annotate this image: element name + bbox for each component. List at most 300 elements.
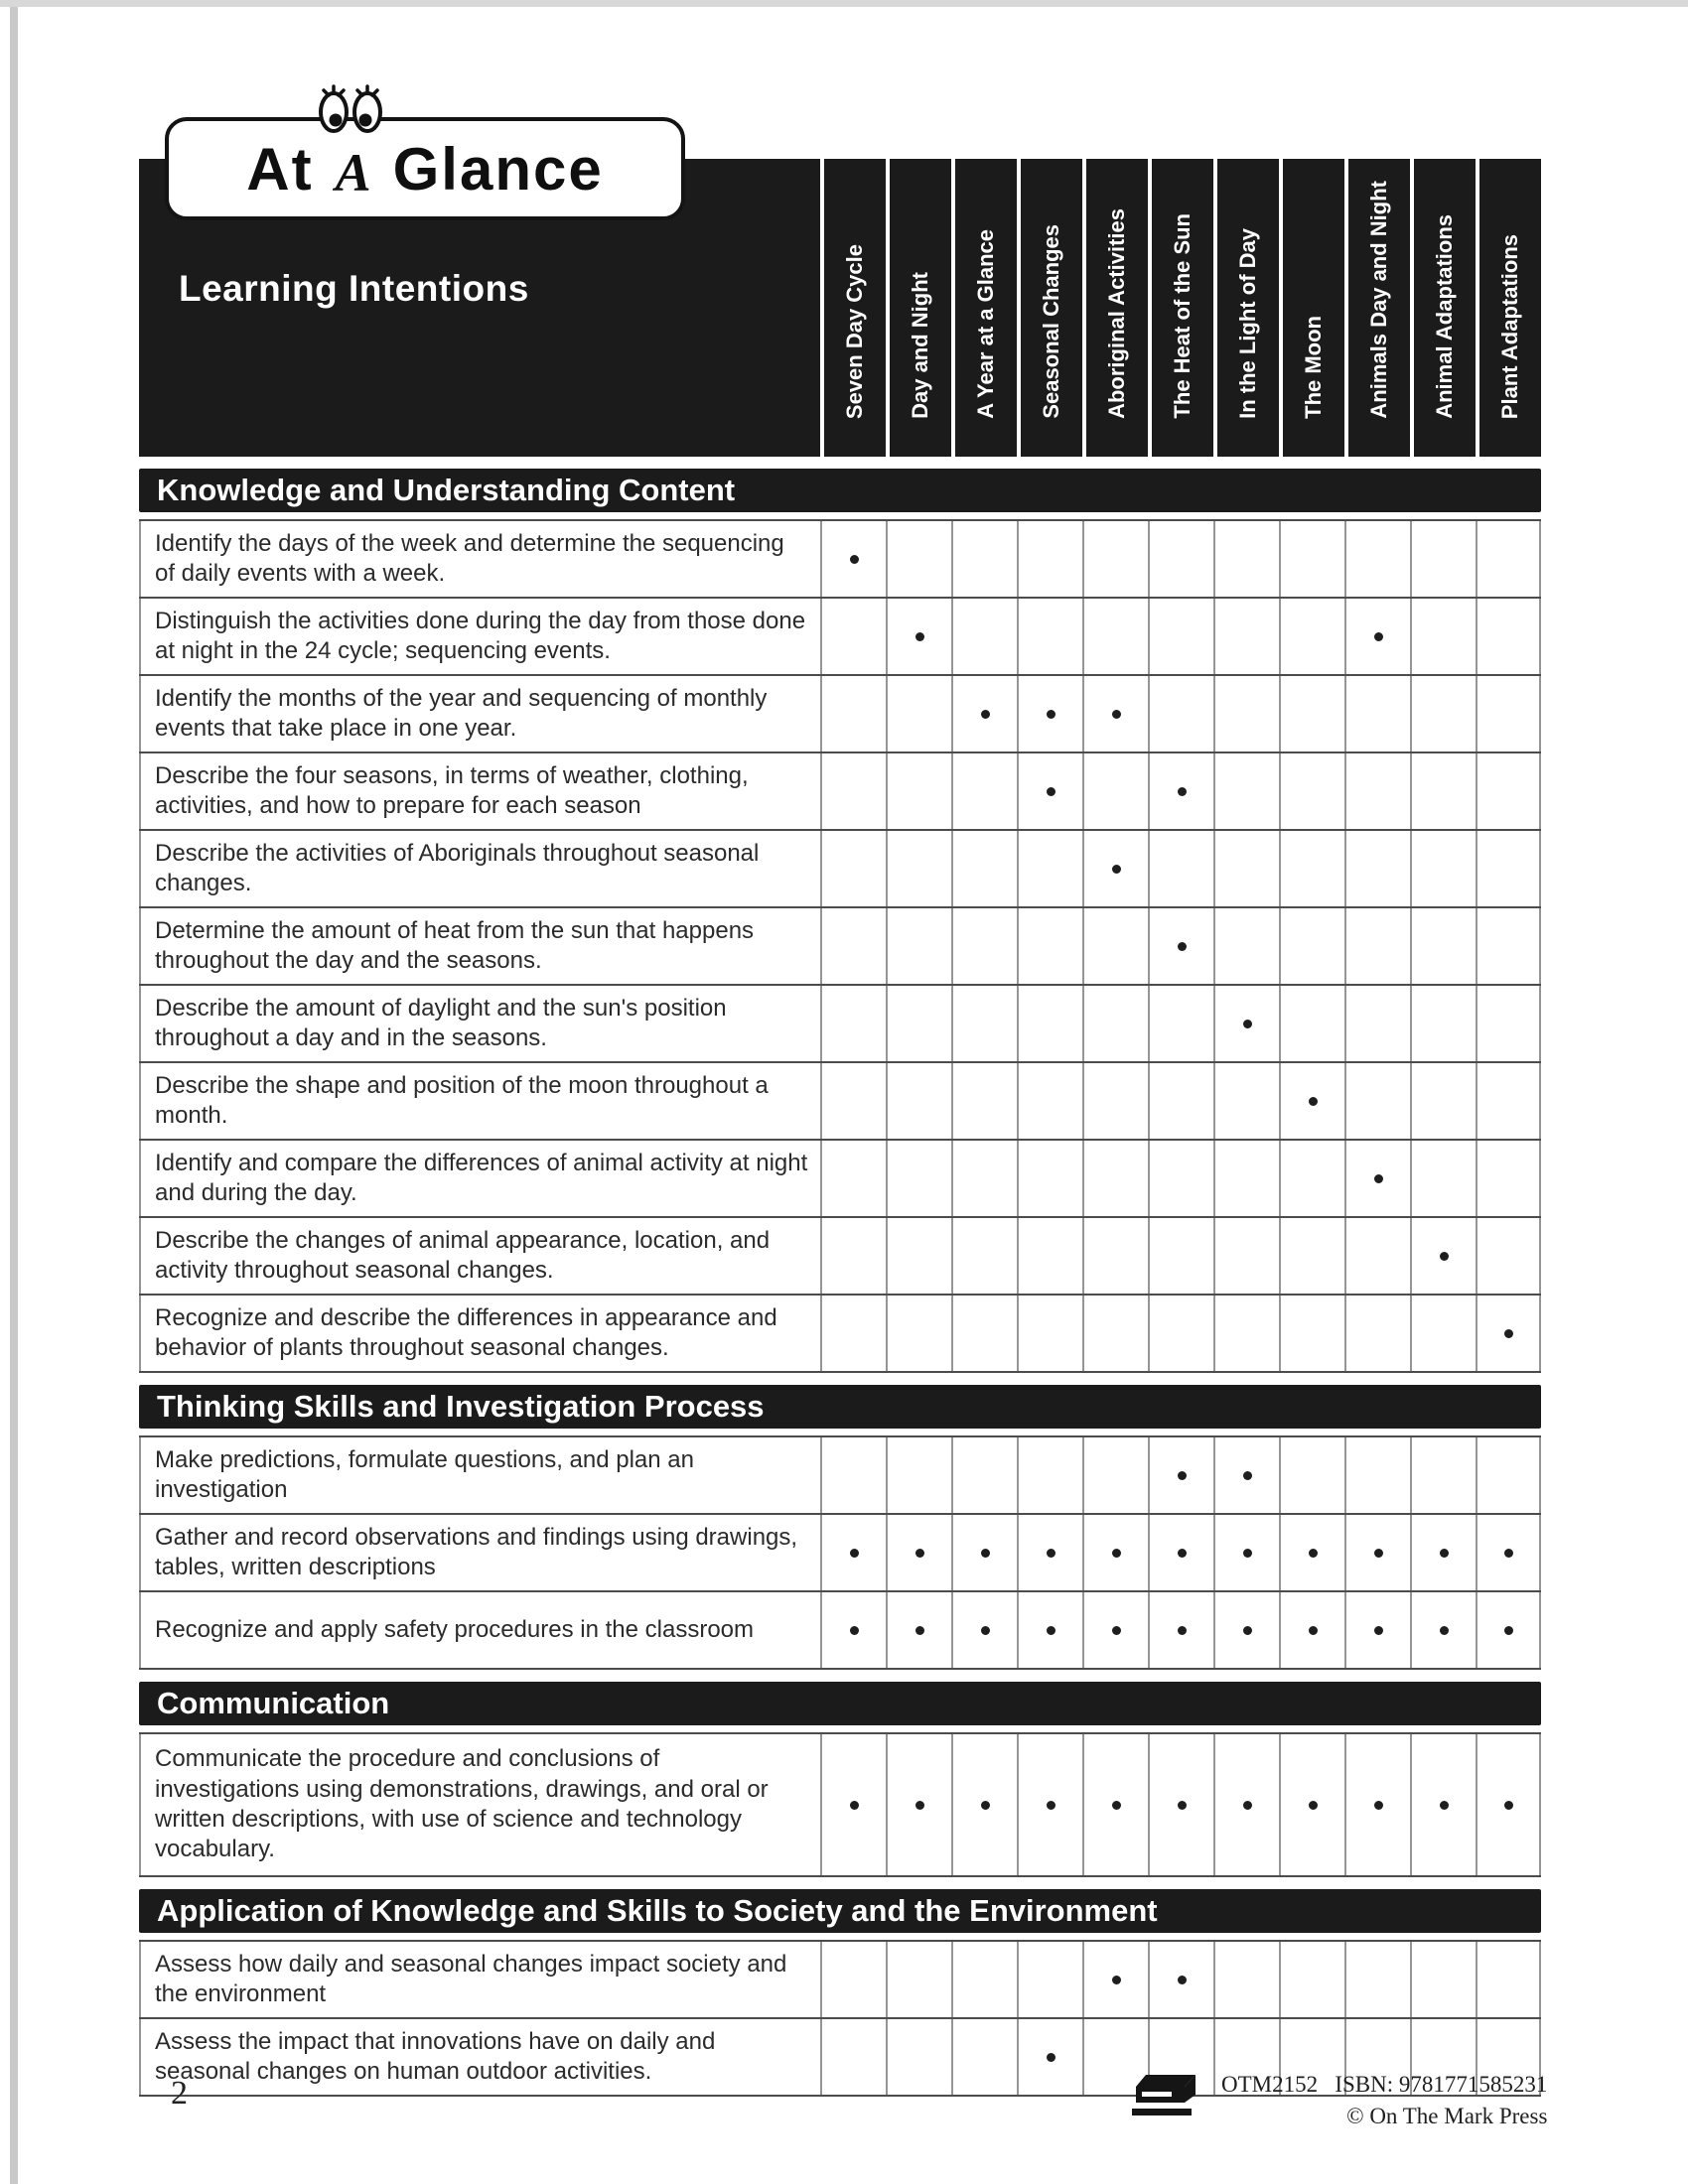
matrix-cell: [1344, 1734, 1410, 1875]
matrix-cell: [951, 1515, 1017, 1590]
matrix-cell: [1279, 753, 1344, 829]
matrix-cell: [951, 1592, 1017, 1668]
section-header: Knowledge and Understanding Content: [139, 469, 1541, 512]
matrix-cell: [1148, 521, 1213, 597]
matrix-cell: [1476, 521, 1541, 597]
matrix-cell: [1148, 1942, 1213, 2017]
matrix-cell: [951, 753, 1017, 829]
matrix-cell: [1279, 1942, 1344, 2017]
matrix-cell: [1213, 908, 1279, 984]
dot-marker: [850, 1626, 859, 1635]
dot-marker: [1374, 632, 1383, 641]
matrix-cell: [1344, 1141, 1410, 1216]
column-header-plant-adaptations: [1476, 159, 1541, 457]
matrix-cell: [1410, 1063, 1476, 1139]
column-header-label: Animals Day and Night: [1366, 181, 1391, 419]
matrix-cell: [951, 1218, 1017, 1294]
matrix-cell: [1344, 1515, 1410, 1590]
table-row: [139, 1515, 1541, 1592]
title-zone: [139, 135, 820, 457]
footer-copyright: © On The Mark Press: [1346, 2104, 1548, 2129]
dot-marker: [1112, 1801, 1121, 1810]
matrix-cell: [1344, 1063, 1410, 1139]
footer-text: [1221, 2069, 1547, 2132]
matrix-cell: [820, 1296, 886, 1371]
matrix-cell: [886, 1437, 951, 1513]
matrix-cell: [951, 599, 1017, 674]
dot-marker: [981, 1801, 990, 1810]
matrix-cell: [1017, 1734, 1082, 1875]
matrix-cell: [1082, 908, 1148, 984]
matrix-cell: [1148, 1296, 1213, 1371]
column-header-the-heat-of-the-sun: [1148, 159, 1213, 457]
header-band: [139, 135, 1541, 457]
matrix-cell: [820, 908, 886, 984]
dot-marker: [1178, 1626, 1187, 1635]
matrix-cell: [1476, 1515, 1541, 1590]
matrix-cell: [820, 1734, 886, 1875]
table-row: [139, 753, 1541, 831]
matrix-cell: [1017, 986, 1082, 1061]
matrix-cell: [1279, 1592, 1344, 1668]
dot-marker: [1440, 1626, 1449, 1635]
dot-marker: [1112, 1549, 1121, 1558]
matrix-cell: [1344, 521, 1410, 597]
matrix-cell: [951, 1141, 1017, 1216]
dot-marker: [1112, 1976, 1121, 1984]
matrix-cell: [1410, 753, 1476, 829]
badge-letter-a: A: [335, 143, 371, 203]
matrix-cell: [1017, 1437, 1082, 1513]
matrix-cell: [886, 1063, 951, 1139]
matrix-cell: [1476, 1437, 1541, 1513]
badge-word-at: At: [246, 135, 314, 203]
matrix-cell: [1279, 1141, 1344, 1216]
dot-marker: [1374, 1801, 1383, 1810]
matrix-cell: [1344, 986, 1410, 1061]
matrix-cell: [820, 2019, 886, 2095]
dot-marker: [1504, 1801, 1513, 1810]
dot-marker: [850, 555, 859, 564]
dot-marker: [981, 710, 990, 719]
matrix-cell: [1410, 521, 1476, 597]
row-description: Communicate the procedure and conclusions of investigations using demonstrations, drawings, and oral or written descriptions, with use of science and technology vocabulary.: [139, 1734, 820, 1875]
matrix-cell: [820, 1437, 886, 1513]
matrix-cell: [1148, 1515, 1213, 1590]
dot-marker: [1178, 942, 1187, 951]
dot-marker: [1112, 1626, 1121, 1635]
matrix-cell: [1279, 1515, 1344, 1590]
matrix-cell: [1410, 1734, 1476, 1875]
matrix-cell: [1344, 1592, 1410, 1668]
matrix-cell: [1213, 1141, 1279, 1216]
matrix-cell: [1213, 521, 1279, 597]
section-rows: [139, 519, 1541, 1373]
column-header-the-moon: [1279, 159, 1344, 457]
dot-marker: [1504, 1626, 1513, 1635]
content-area: [139, 135, 1541, 2097]
column-headers: [820, 159, 1541, 457]
column-header-label: In the Light of Day: [1235, 228, 1260, 419]
matrix-cell: [1279, 831, 1344, 906]
dot-marker: [1309, 1097, 1318, 1106]
section-rows: [139, 1435, 1541, 1670]
badge-word-glance: Glance: [392, 135, 604, 203]
matrix-cell: [820, 1218, 886, 1294]
matrix-cell: [1082, 1296, 1148, 1371]
matrix-cell: [1279, 1296, 1344, 1371]
dot-marker: [1178, 1471, 1187, 1480]
matrix-cell: [886, 521, 951, 597]
row-description: Gather and record observations and findings using drawings, tables, written descriptions: [139, 1515, 820, 1590]
matrix-cell: [886, 1218, 951, 1294]
matrix-cell: [1476, 1218, 1541, 1294]
column-header-label: Seasonal Changes: [1039, 224, 1063, 419]
matrix-cell: [820, 1515, 886, 1590]
table-row: [139, 908, 1541, 986]
matrix-cell: [1410, 1437, 1476, 1513]
dot-marker: [1243, 1626, 1252, 1635]
badge-letter-wrap: [335, 138, 371, 203]
matrix-cell: [1410, 1942, 1476, 2017]
matrix-cell: [886, 1592, 951, 1668]
dot-marker: [1309, 1801, 1318, 1810]
dot-marker: [915, 632, 924, 641]
dot-marker: [1243, 1471, 1252, 1480]
matrix-cell: [1476, 1942, 1541, 2017]
dot-marker: [850, 1549, 859, 1558]
dot-marker: [1047, 2053, 1055, 2062]
dot-marker: [915, 1549, 924, 1558]
scan-edge-top: [0, 0, 1688, 7]
row-description: Describe the changes of animal appearance, location, and activity throughout seasonal changes.: [139, 1218, 820, 1294]
matrix-cell: [1476, 1296, 1541, 1371]
footer-isbn-line: OTM2152 ISBN: 9781771585231: [1221, 2072, 1548, 2097]
matrix-cell: [1148, 1734, 1213, 1875]
matrix-cell: [1017, 753, 1082, 829]
dot-marker: [1309, 1549, 1318, 1558]
matrix-cell: [1017, 1218, 1082, 1294]
matrix-cell: [1279, 1734, 1344, 1875]
matrix-cell: [1344, 676, 1410, 751]
dot-marker: [1243, 1801, 1252, 1810]
matrix-cell: [1148, 1218, 1213, 1294]
matrix-cell: [820, 986, 886, 1061]
dot-marker: [1374, 1549, 1383, 1558]
matrix-cell: [1148, 1063, 1213, 1139]
dot-marker: [1440, 1252, 1449, 1261]
dot-marker: [1112, 865, 1121, 874]
matrix-cell: [886, 831, 951, 906]
matrix-cell: [1476, 599, 1541, 674]
scan-edge-left: [10, 0, 18, 2184]
row-description: Determine the amount of heat from the sun that happens throughout the day and the seasons.: [139, 908, 820, 984]
matrix-cell: [1476, 1063, 1541, 1139]
table-row: [139, 831, 1541, 908]
table-row: [139, 986, 1541, 1063]
row-description: Describe the activities of Aboriginals throughout seasonal changes.: [139, 831, 820, 906]
matrix-cell: [886, 676, 951, 751]
page-title: Learning Intentions: [179, 268, 529, 309]
dot-marker: [981, 1549, 990, 1558]
matrix-cell: [1017, 1063, 1082, 1139]
column-header-in-the-light-of-day: [1213, 159, 1279, 457]
matrix-cell: [1279, 676, 1344, 751]
matrix-cell: [1082, 599, 1148, 674]
matrix-cell: [1344, 831, 1410, 906]
dot-marker: [1047, 1801, 1055, 1810]
matrix-cell: [1476, 986, 1541, 1061]
matrix-cell: [1410, 1515, 1476, 1590]
matrix-cell: [1082, 1942, 1148, 2017]
column-header-label: Animal Adaptations: [1432, 214, 1457, 419]
table-row: [139, 1296, 1541, 1373]
row-description: Distinguish the activities done during the day from those done at night in the 24 cycle; sequencing events.: [139, 599, 820, 674]
dot-marker: [1374, 1174, 1383, 1183]
matrix-cell: [886, 753, 951, 829]
matrix-cell: [1082, 1515, 1148, 1590]
matrix-cell: [886, 908, 951, 984]
dot-marker: [1047, 1549, 1055, 1558]
matrix-cell: [1344, 1218, 1410, 1294]
matrix-cell: [1148, 599, 1213, 674]
row-description: Describe the amount of daylight and the sun's position throughout a day and in the seasons.: [139, 986, 820, 1061]
matrix-cell: [886, 1942, 951, 2017]
dot-marker: [1309, 1626, 1318, 1635]
section-header: Thinking Skills and Investigation Process: [139, 1385, 1541, 1429]
googly-eyes-icon: [308, 78, 395, 139]
matrix-cell: [1082, 521, 1148, 597]
row-description: Describe the shape and position of the moon throughout a month.: [139, 1063, 820, 1139]
table-row: [139, 1942, 1541, 2019]
matrix-cell: [1148, 753, 1213, 829]
column-header-label: Seven Day Cycle: [842, 243, 867, 419]
section-header: Communication: [139, 1682, 1541, 1725]
page-number: 2: [171, 2075, 188, 2112]
matrix-cell: [1279, 1437, 1344, 1513]
matrix-cell: [1148, 831, 1213, 906]
matrix-cell: [1017, 1592, 1082, 1668]
matrix-cell: [1279, 986, 1344, 1061]
column-header-label: Plant Adaptations: [1497, 233, 1522, 419]
matrix-cell: [1213, 676, 1279, 751]
matrix-cell: [886, 1141, 951, 1216]
matrix-cell: [951, 1734, 1017, 1875]
matrix-cell: [1017, 1515, 1082, 1590]
matrix-cell: [1344, 908, 1410, 984]
table-row: [139, 1437, 1541, 1515]
matrix-cell: [1476, 831, 1541, 906]
matrix-cell: [1344, 1437, 1410, 1513]
matrix-cell: [820, 676, 886, 751]
column-header-a-year-at-a-glance: [951, 159, 1017, 457]
table-row: [139, 1734, 1541, 1877]
matrix-cell: [1410, 908, 1476, 984]
matrix-cell: [1279, 1218, 1344, 1294]
column-header-label: Day and Night: [908, 272, 932, 419]
matrix-cell: [1213, 753, 1279, 829]
at-a-glance-badge: [165, 117, 685, 220]
matrix-cell: [1344, 599, 1410, 674]
dot-marker: [1504, 1549, 1513, 1558]
matrix-cell: [1213, 831, 1279, 906]
matrix-cell: [1213, 1734, 1279, 1875]
matrix-cell: [886, 1515, 951, 1590]
matrix-cell: [1410, 1141, 1476, 1216]
matrix-cell: [951, 1296, 1017, 1371]
matrix-cell: [1017, 908, 1082, 984]
table-row: [139, 1141, 1541, 1218]
matrix-cell: [1476, 676, 1541, 751]
matrix-cell: [820, 521, 886, 597]
matrix-cell: [1148, 1437, 1213, 1513]
matrix-cell: [1410, 1218, 1476, 1294]
dot-marker: [1440, 1801, 1449, 1810]
matrix-cell: [1279, 908, 1344, 984]
matrix-cell: [951, 986, 1017, 1061]
dot-marker: [1440, 1549, 1449, 1558]
row-description: Recognize and describe the differences in appearance and behavior of plants throughout seasonal changes.: [139, 1296, 820, 1371]
matrix-cell: [820, 1063, 886, 1139]
section-rows: [139, 1732, 1541, 1877]
dot-marker: [915, 1626, 924, 1635]
matrix-cell: [820, 1592, 886, 1668]
column-header-aboriginal-activities: [1082, 159, 1148, 457]
matrix-cell: [1017, 831, 1082, 906]
dot-marker: [850, 1801, 859, 1810]
matrix-cell: [1213, 599, 1279, 674]
table-row: [139, 1218, 1541, 1296]
column-header-label: Aboriginal Activities: [1104, 208, 1129, 419]
matrix-cell: [1410, 831, 1476, 906]
dot-marker: [1112, 710, 1121, 719]
column-header-animal-adaptations: [1410, 159, 1476, 457]
matrix-cell: [1213, 986, 1279, 1061]
column-header-day-and-night: [886, 159, 951, 457]
column-header-label: The Heat of the Sun: [1170, 213, 1195, 419]
matrix-cell: [1082, 1734, 1148, 1875]
row-description: Assess the impact that innovations have on daily and seasonal changes on human outdoor activities.: [139, 2019, 820, 2095]
matrix-cell: [1148, 1141, 1213, 1216]
matrix-cell: [1082, 831, 1148, 906]
matrix-cell: [1082, 1218, 1148, 1294]
learning-intentions-table: [139, 469, 1541, 2097]
matrix-cell: [951, 1942, 1017, 2017]
dot-marker: [1178, 1801, 1187, 1810]
matrix-cell: [1410, 1296, 1476, 1371]
matrix-cell: [1017, 1296, 1082, 1371]
matrix-cell: [1213, 1515, 1279, 1590]
matrix-cell: [951, 831, 1017, 906]
matrix-cell: [1082, 1437, 1148, 1513]
row-description: Describe the four seasons, in terms of weather, clothing, activities, and how to prepare for each season: [139, 753, 820, 829]
column-header-seasonal-changes: [1017, 159, 1082, 457]
dot-marker: [1504, 1329, 1513, 1338]
matrix-cell: [1213, 1942, 1279, 2017]
dot-marker: [1374, 1626, 1383, 1635]
dot-marker: [981, 1626, 990, 1635]
row-description: Recognize and apply safety procedures in the classroom: [139, 1592, 820, 1668]
matrix-cell: [820, 831, 886, 906]
table-row: [139, 1063, 1541, 1141]
matrix-cell: [820, 753, 886, 829]
matrix-cell: [1017, 676, 1082, 751]
matrix-cell: [1476, 1592, 1541, 1668]
column-header-label: The Moon: [1301, 316, 1326, 419]
matrix-cell: [1476, 753, 1541, 829]
column-header-label: A Year at a Glance: [973, 229, 998, 419]
matrix-cell: [1082, 1592, 1148, 1668]
table-row: [139, 1592, 1541, 1670]
matrix-cell: [951, 1437, 1017, 1513]
footer-publisher: [1132, 2069, 1547, 2132]
matrix-cell: [1279, 1063, 1344, 1139]
row-description: Identify and compare the differences of animal activity at night and during the day.: [139, 1141, 820, 1216]
column-header-seven-day-cycle: [820, 159, 886, 457]
matrix-cell: [1476, 908, 1541, 984]
matrix-cell: [951, 908, 1017, 984]
column-header-animals-day-and-night: [1344, 159, 1410, 457]
row-description: Identify the days of the week and determine the sequencing of daily events with a week.: [139, 521, 820, 597]
dot-marker: [1178, 787, 1187, 796]
matrix-cell: [1082, 986, 1148, 1061]
matrix-cell: [1017, 1942, 1082, 2017]
table-row: [139, 521, 1541, 599]
dot-marker: [1047, 710, 1055, 719]
table-row: [139, 599, 1541, 676]
table-row: [139, 676, 1541, 753]
matrix-cell: [1213, 1296, 1279, 1371]
matrix-cell: [1476, 1141, 1541, 1216]
matrix-cell: [1148, 908, 1213, 984]
matrix-cell: [1279, 599, 1344, 674]
matrix-cell: [1476, 1734, 1541, 1875]
matrix-cell: [1017, 521, 1082, 597]
row-description: Make predictions, formulate questions, and plan an investigation: [139, 1437, 820, 1513]
matrix-cell: [1279, 521, 1344, 597]
matrix-cell: [886, 599, 951, 674]
dot-marker: [1178, 1976, 1187, 1984]
matrix-cell: [1410, 599, 1476, 674]
matrix-cell: [1148, 1592, 1213, 1668]
matrix-cell: [1148, 676, 1213, 751]
matrix-cell: [1017, 599, 1082, 674]
dot-marker: [1243, 1020, 1252, 1028]
row-description: Identify the months of the year and sequencing of monthly events that take place in one year.: [139, 676, 820, 751]
matrix-cell: [1410, 1592, 1476, 1668]
matrix-cell: [820, 599, 886, 674]
matrix-cell: [886, 1296, 951, 1371]
matrix-cell: [886, 1734, 951, 1875]
matrix-cell: [1410, 986, 1476, 1061]
matrix-cell: [1410, 676, 1476, 751]
matrix-cell: [1213, 1063, 1279, 1139]
matrix-cell: [951, 676, 1017, 751]
dot-marker: [1243, 1549, 1252, 1558]
matrix-cell: [1344, 1942, 1410, 2017]
matrix-cell: [1148, 986, 1213, 1061]
matrix-cell: [1082, 753, 1148, 829]
matrix-cell: [1344, 1296, 1410, 1371]
matrix-cell: [1213, 1437, 1279, 1513]
matrix-cell: [1082, 1063, 1148, 1139]
matrix-cell: [1082, 1141, 1148, 1216]
dot-marker: [915, 1801, 924, 1810]
matrix-cell: [1082, 676, 1148, 751]
row-description: Assess how daily and seasonal changes impact society and the environment: [139, 1942, 820, 2017]
matrix-cell: [1213, 1218, 1279, 1294]
dot-marker: [1047, 1626, 1055, 1635]
